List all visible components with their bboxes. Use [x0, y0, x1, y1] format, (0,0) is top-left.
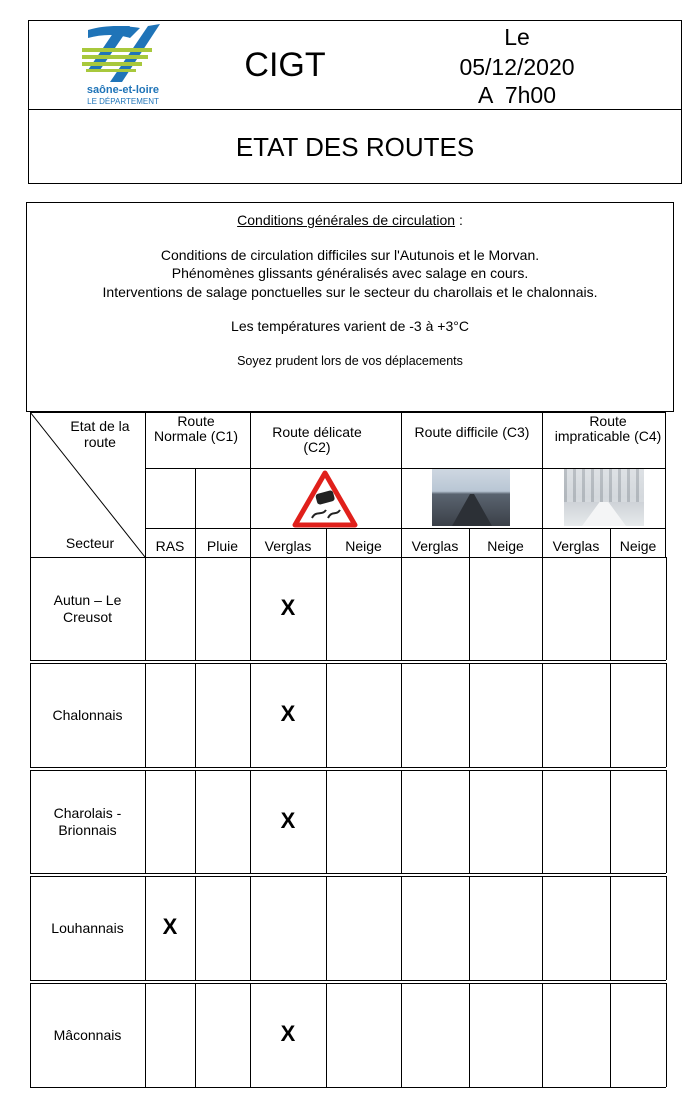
row-column-border: [195, 663, 196, 767]
photo-snow-trees: [564, 468, 644, 502]
group-column-border: [145, 412, 146, 557]
advice-text: Soyez prudent lors de vos déplacements: [237, 354, 463, 368]
row-column-border: [326, 770, 327, 873]
subcolumn-header-7: Neige: [619, 538, 657, 554]
row-column-border: [195, 983, 196, 1087]
corner-label-bottom: Secteur: [65, 535, 115, 551]
subcolumn-border: [326, 528, 327, 557]
temperature-text: Les températures varient de -3 à +3°C: [231, 318, 469, 334]
row-column-border: [469, 770, 470, 873]
row-column-border: [401, 770, 402, 873]
subcolumn-header-1: Pluie: [206, 538, 239, 554]
subcolumn-border: [195, 468, 196, 557]
row-column-border: [469, 983, 470, 1087]
status-mark: X: [280, 1021, 296, 1046]
row-column-border: [542, 983, 543, 1087]
report-time: A 7h00: [477, 82, 557, 108]
row-column-border: [666, 663, 667, 767]
row-column-border: [145, 983, 146, 1087]
row-column-border: [469, 663, 470, 767]
row-column-border: [610, 876, 611, 980]
row-column-border: [326, 983, 327, 1087]
status-mark: X: [280, 807, 296, 833]
row-column-border: [401, 557, 402, 660]
group-column-border: [250, 412, 251, 557]
subcolumn-header-5: Neige: [487, 538, 524, 554]
conditions-heading: [26, 212, 674, 228]
row-column-border: [666, 876, 667, 980]
conditions-line-1: Conditions de circulation difficiles sur l'Autunois et le Morvan.: [160, 247, 540, 263]
conditions-line-2: Phénomènes glissants généralisés avec salage en cours.: [171, 265, 529, 281]
logo-text: saône-et-loire: [86, 84, 160, 96]
conditions-line-3: Interventions de salage ponctuelles sur le secteur du charollais et le chalonnais.: [102, 284, 598, 300]
corner-label-top: Etat de la route: [70, 418, 130, 450]
department-logo: [78, 22, 168, 110]
table-border-right: [665, 412, 666, 557]
subcolumn-header-3: Neige: [345, 538, 382, 554]
group-column-border: [542, 412, 543, 557]
row-column-border: [195, 770, 196, 873]
row-column-border: [145, 557, 146, 660]
row-column-border: [610, 663, 611, 767]
subcolumn-border: [469, 528, 470, 557]
row-bottom-border: [30, 873, 666, 874]
row-column-border: [195, 876, 196, 980]
row-column-border: [666, 770, 667, 873]
slippery-road-warning-icon: [292, 470, 358, 528]
row-column-border: [401, 663, 402, 767]
conditions-heading-suffix: :: [455, 212, 463, 228]
date-label: Le: [504, 24, 530, 50]
row-bottom-border: [30, 980, 666, 981]
subcolumn-header-4: Verglas: [411, 538, 459, 554]
subcolumn-header-6: Verglas: [552, 538, 600, 554]
row-column-border: [401, 876, 402, 980]
sector-label: Mâconnais: [53, 1026, 122, 1043]
row-column-border: [195, 557, 196, 660]
sector-label: Autun – Le Creusot: [53, 591, 122, 625]
row-column-border: [666, 557, 667, 660]
row-column-border: [326, 876, 327, 980]
row-column-border: [542, 876, 543, 980]
sector-label: Charolais - Brionnais: [53, 804, 122, 838]
table-border-left: [30, 412, 31, 557]
row-column-border: [666, 983, 667, 1087]
group-header-c2: Route délicate (C2): [272, 424, 362, 455]
row-column-border: [326, 557, 327, 660]
status-mark: X: [162, 914, 178, 939]
row-column-border: [326, 663, 327, 767]
row-column-border: [542, 770, 543, 873]
status-mark: X: [280, 701, 296, 726]
page-title: ETAT DES ROUTES: [235, 132, 475, 162]
group-header-c3: Route difficile (C3): [414, 424, 530, 440]
conditions-box: [26, 202, 674, 412]
photo-road-surface: [452, 494, 492, 526]
difficult-road-photo: [432, 468, 510, 526]
subcolumn-border: [610, 528, 611, 557]
row-column-border: [145, 770, 146, 873]
row-column-border: [542, 557, 543, 660]
logo-mark-icon: [78, 22, 168, 84]
logo-subtext: LE DÉPARTEMENT: [87, 97, 159, 106]
row-column-border: [610, 770, 611, 873]
conditions-heading-text: Conditions générales de circulation: [237, 212, 456, 228]
photo-snow-road: [582, 502, 626, 526]
table-border-top: [30, 412, 666, 413]
sector-label: Louhannais: [51, 919, 124, 936]
row-column-border: [610, 983, 611, 1087]
sector-label: Chalonnais: [52, 706, 123, 723]
org-name: CIGT: [244, 46, 326, 84]
impassable-road-photo: [564, 468, 644, 526]
row-bottom-border: [30, 767, 666, 768]
row-column-border: [401, 983, 402, 1087]
subcolumn-header-0: RAS: [155, 538, 185, 554]
row-bottom-border: [30, 1087, 666, 1088]
row-column-border: [469, 876, 470, 980]
group-header-c4: Route impraticable (C4): [554, 413, 662, 444]
row-column-border: [145, 663, 146, 767]
group-header-c1: Route Normale (C1): [153, 413, 238, 444]
report-date: 05/12/2020: [459, 54, 575, 80]
row-column-border: [542, 663, 543, 767]
row-bottom-border: [30, 660, 666, 661]
row-column-border: [469, 557, 470, 660]
row-column-border: [610, 557, 611, 660]
group-column-border: [401, 412, 402, 557]
subcolumn-header-2: Verglas: [264, 538, 312, 554]
row-column-border: [250, 876, 251, 980]
status-mark: X: [280, 594, 296, 620]
group-header-divider: [145, 468, 666, 469]
pictogram-divider: [145, 528, 666, 529]
